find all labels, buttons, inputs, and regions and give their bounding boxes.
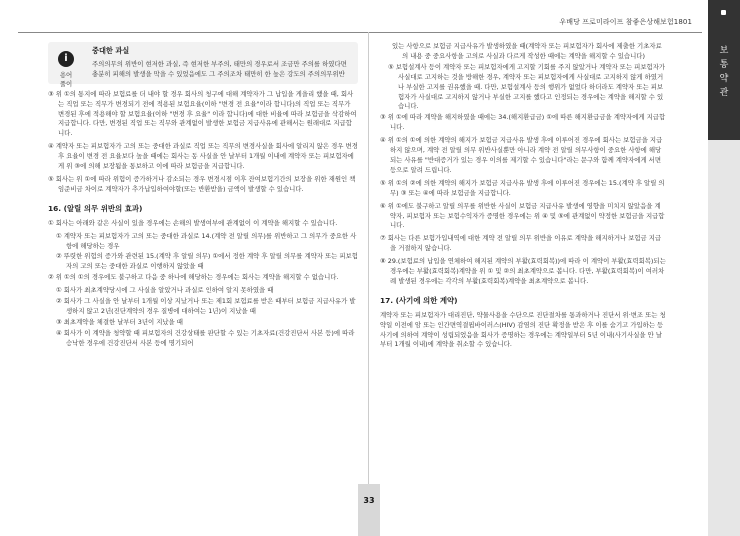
s16-item-1: ① 회사는 아래와 같은 사실이 있을 경우에는 손해의 발생여부에 관계없이 이 계약을 해지할 수 있습니다. bbox=[48, 218, 338, 227]
note-side-label-2: 풀이 bbox=[59, 80, 73, 88]
s16-item-2-4: ④ 회사가 이 계약을 청약할 때 피보험자의 건강상태를 판단할 수 있는 기초자료(건강진단서 사본 등)에 따라 승낙한 경우에 건강진단서 사본 등에 명기되어 bbox=[56, 328, 355, 347]
header-title: 우배당 프로미라이프 참좋은상해보험1801 bbox=[559, 18, 692, 26]
side-tab-label: 보 통 약 관 bbox=[719, 46, 729, 98]
paragraph-4: ④ 계약자 또는 피보험자가 고의 또는 중대한 과실로 직업 또는 직무의 변경사실을 회사에 알리지 않은 경우 변경 후 요율이 변경 전 요율보다 높을 때에는 회사는 동 사실을 안 날부터 1개월 이내에 계약자 또는 피보험자에게 위 ③에 의해 보장됨을 통보하고 이에 따라 보험금을 지급합니다. bbox=[48, 142, 358, 171]
term-note-box bbox=[48, 42, 358, 88]
page-number: 33 bbox=[363, 496, 375, 505]
paragraph-5: ⑤ 회사는 위 ①에 따라 위험이 증가하거나 감소되는 경우 변경시점 이후 잔여보험기간의 보장을 위한 재원인 책임준비금 차이로 계약자가 추가납입하여야할(또는 반환받을) 금액이 발생할 수 있습니다. bbox=[48, 174, 356, 193]
left-column bbox=[48, 38, 358, 350]
info-icon: i bbox=[58, 51, 74, 67]
column-divider bbox=[368, 32, 369, 484]
s16-item-7: ⑦ 회사는 다른 보험가입내역에 대한 계약 전 알릴 의무 위반을 이유로 계약을 해지하거나 보험금 지급을 거절하지 않습니다. bbox=[380, 234, 662, 253]
side-tab-active bbox=[708, 0, 740, 140]
note-body: 주의의무의 위반이 현저한 과실, 즉 현저한 부주의, 태만의 경우로서 조금만 주의를 하였다면 충분히 피해의 발생을 막을 수 있었음에도 그 주의조차 태만히 한 높은 강도의 주의의무위반 bbox=[92, 59, 347, 78]
tab-marker-icon bbox=[721, 10, 726, 15]
note-side-label-1: 용어 bbox=[59, 71, 73, 79]
s16-item-2: ② 위 ①의 ①의 경우에도 불구하고 다음 중 하나에 해당하는 경우에는 회사는 계약을 해지할 수 없습니다. bbox=[48, 273, 339, 282]
page-header bbox=[0, 0, 740, 40]
s16-item-2-1: ① 회사가 최초계약당시에 그 사실을 알았거나 과실로 인하여 알지 못하였을 때 bbox=[56, 286, 274, 295]
page-number-tab bbox=[358, 484, 380, 536]
side-tab-strip bbox=[708, 0, 740, 536]
s16-item-3: ③ 위 ①에 따라 계약을 해지하였을 때에는 34.(해지환급금) ①에 따른 해지환급금을 계약자에게 지급합니다. bbox=[380, 113, 666, 132]
s16-item-2-2: ② 회사가 그 사실을 안 날부터 1개월 이상 지났거나 또는 제1회 보험료를 받은 때부터 보험금 지급사유가 발생하지 않고 2년(진단계약의 경우 질병에 대하여는 1년)이 지났을 때 bbox=[56, 297, 356, 315]
header-rule bbox=[18, 32, 702, 33]
note-side-label bbox=[56, 71, 76, 89]
s16-item-8: ⑧ 29.(보험료의 납입을 연체하여 해지된 계약의 부활(효력회복))에 따라 이 계약이 부활(효력회복)되는 경우에는 부활(효력회복)계약을 위 ① 및 ②의 최초계약으로 봅니다. 다만, 부활(효력회복)이 여러차례 발생된 경우에는 각각의 부활(효력회복)계약을 최초계약으로 봅니다. bbox=[380, 257, 666, 285]
s16-item-2-3: ③ 최초계약을 체결한 날부터 3년이 지났을 때 bbox=[56, 317, 183, 326]
s16-item-5: ⑤ 위 ①의 ②에 의한 계약의 해지가 보험금 지급사유 발생 후에 이루어진 경우에는 15.(계약 후 알릴 의무) ③ 또는 ④에 따라 보험금을 지급합니다. bbox=[380, 178, 665, 197]
section-17-body: 계약자 또는 피보험자가 대리진단, 약물사용을 수단으로 진단절차를 통과하거나 진단서 위·변조 또는 청약일 이전에 암 또는 인간면역결핍바이러스(HIV) 감염의 진단 확정을 받은 후 이를 숨기고 가입하는 등 사기에 의하여 계약이 성립되었음을 회사가 증명하는 경우에는 계약일부터 5년 이내(사기사실을 안 날부터 1개월 이내)에 계약을 취소할 수 있습니다. bbox=[380, 310, 666, 349]
s16-item-6: ⑥ 위 ①에도 불구하고 알릴 의무를 위반한 사실이 보험금 지급사유 발생에 영향을 미치지 않았음을 계약자, 피보험자 또는 보험수익자가 증명한 경우에는 위 ④ 및 ⑤에 관계없이 약정한 보험금을 지급합니다. bbox=[380, 201, 665, 230]
continued-text: 있는 사항으로 보험금 지급사유가 발생하였을 때(계약자 또는 피보험자가 회사에 제출한 기초자료의 내용 중 중요사항을 고의로 사실과 다르게 작성한 때에는 계약을 해지할 수 있습니다) bbox=[392, 42, 662, 60]
s16-item-1-1: ① 계약자 또는 피보험자가 고의 또는 중대한 과실로 14.(계약 전 알릴 의무)를 위반하고 그 의무가 중요한 사항에 해당하는 경우 bbox=[56, 231, 357, 250]
paragraph-3: ③ 위 ①의 통지에 따라 보험료를 더 내야 할 경우 회사의 청구에 대해 계약자가 그 납입을 게을리 했을 때, 회사는 직업 또는 직무가 변경되기 전에 적용된 보험요율(이하 "변경 전 요율"이라 합니다)의 직업 또는 직무가 변경된 후에 적용해야 할 보험요율(이하 "변경 후 요율" 이라 합니다)에 대한 비율에 따라 보험금을 삭감하여 지급합니다. 다만, 변경된 직업 또는 직무와 관계없이 발생한 보험금 지급사유에 관해서는 원래대로 지급합니다. bbox=[48, 89, 357, 138]
right-column bbox=[380, 38, 666, 350]
s16-item-4: ④ 위 ①의 ①에 의한 계약의 해지가 보험금 지급사유 발생 후에 이루어진 경우에 회사는 보험금을 지급하지 않으며, 계약 전 알릴 의무 위반사실뿐만 아니라 계약 전 알릴 의무사항이 중요한 사항에 해당되는 사유를 "반대증거가 있는 경우 이의를 제기할 수 있습니다"라는 문구와 함께 계약자에게 서면 등으로 알려 드립니다. bbox=[380, 136, 663, 174]
note-title: 중대한 과실 bbox=[92, 46, 130, 55]
s16-item-2-5: ⑤ 보험설계사 등이 계약자 또는 피보험자에게 고지할 기회를 주지 않았거나 계약자 또는 피보험자가 사실대로 고지하는 것을 방해한 경우, 계약자 또는 피보험자에게 사실대로 고지하지 않게 하였거나 부실한 고지를 권유했을 때. 다만, 보험설계사 등의 행위가 없었다 하더라도 계약자 또는 피보험자가 사실대로 고지하지 않거나 부실한 고지를 했다고 인정되는 경우에는 계약을 해지할 수 있습니다. bbox=[388, 62, 666, 111]
section-16-title: 16. (알릴 의무 위반의 효과) bbox=[48, 203, 143, 213]
section-17-title: 17. (사기에 의한 계약) bbox=[380, 295, 458, 305]
s16-item-1-2: ② 뚜렷한 위험의 증가와 관련된 15.(계약 후 알릴 의무) ①에서 정한 계약 후 알릴 의무를 계약자 또는 피보험자의 고의 또는 중대한 과실로 이행하지 않았을 때 bbox=[56, 252, 358, 271]
